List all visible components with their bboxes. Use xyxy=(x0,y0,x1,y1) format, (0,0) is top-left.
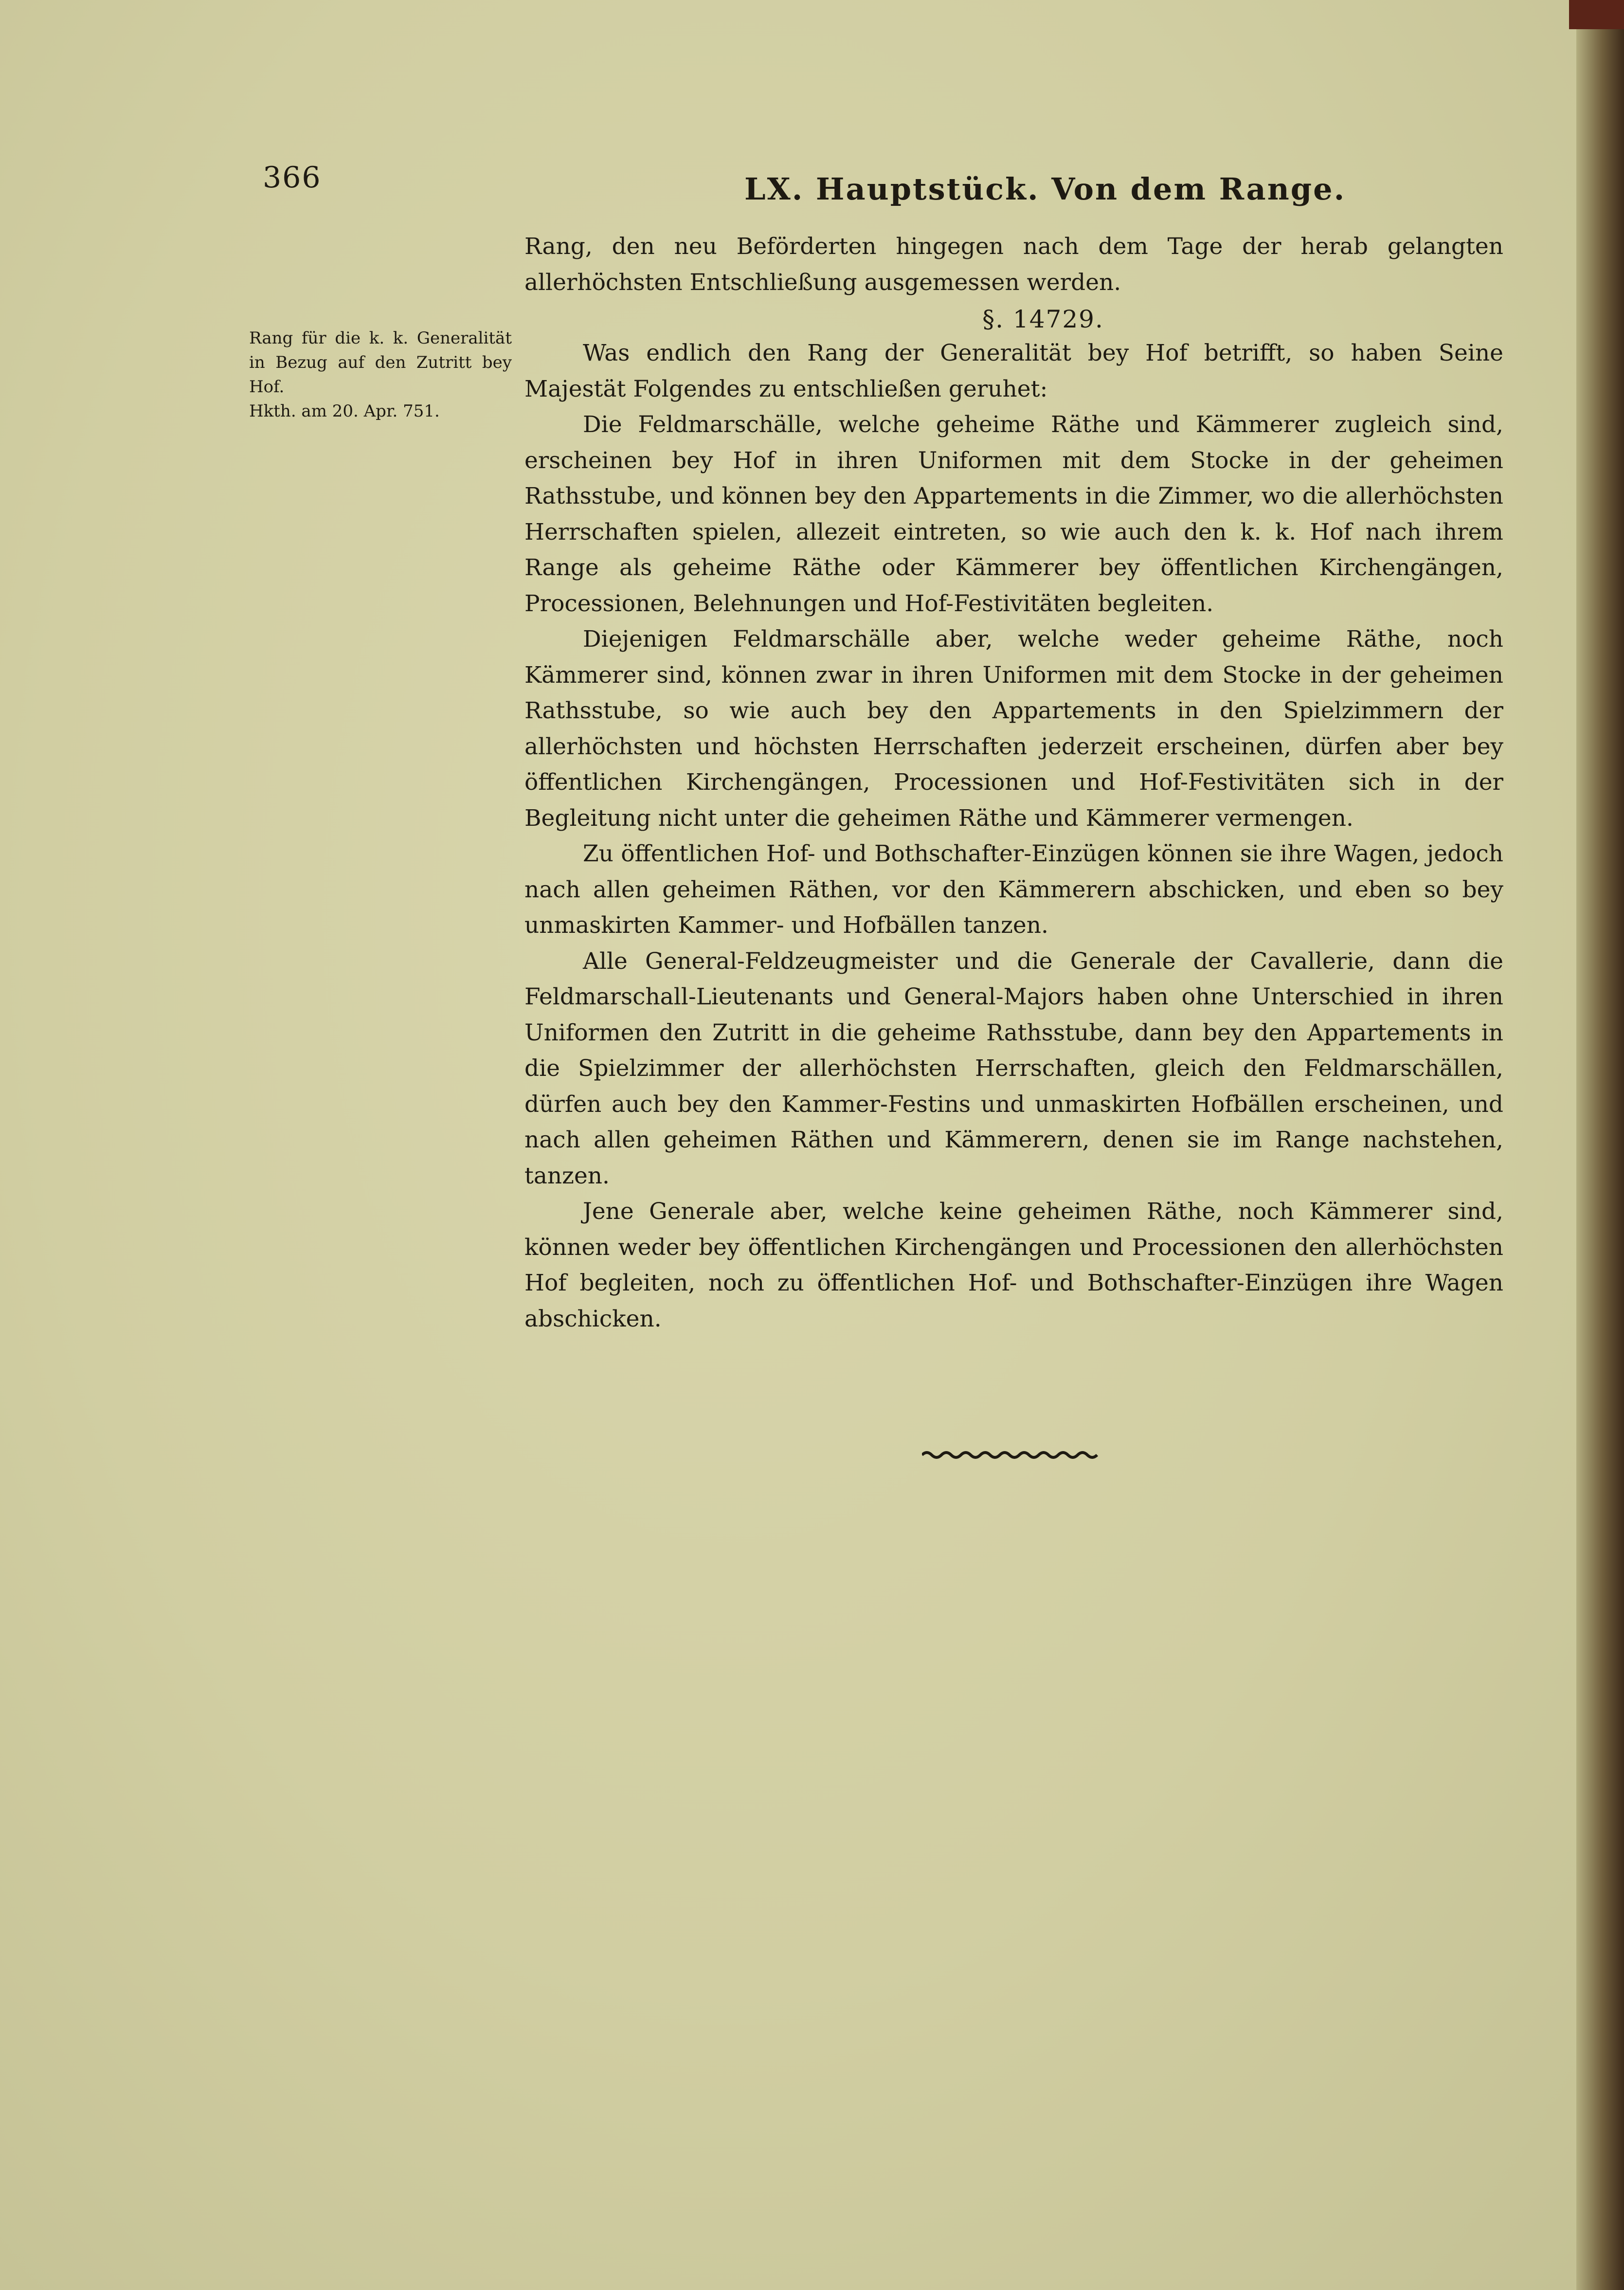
end-ornament-rule xyxy=(922,1448,1100,1462)
paragraph: Die Feldmarschälle, welche geheime Räthe und Kämmerer zugleich sind, erscheinen bey Hof in ihren Uniformen mit dem Stocke in der geheimen Rathsstube, und können bey den Appartements in die Zimmer, wo die allerhöchsten Herrschaften spielen, allezeit eintreten, so wie auch den k. k. Hof nach ihrem Range als geheime Räthe oder Kämmerer bey öffentlichen Kirchengängen, Processionen, Belehnungen und Hof-Festivitäten begleiten. xyxy=(524,411,1503,617)
binding-ribbon xyxy=(1569,0,1624,29)
paragraph: Zu öffentlichen Hof- und Bothschafter-Einzügen können sie ihre Wagen, jedoch nach allen geheimen Räthen, vor den Kämmerern abschicken, und eben so bey unmaskirten Kammer- und Hofbällen tanzen. xyxy=(524,840,1503,939)
paragraph: Diejenigen Feldmarschälle aber, welche weder geheime Räthe, noch Kämmerer sind, können zwar in ihren Uniformen mit dem Stocke in der geheimen Rathsstube, so wie auch bey den Appartements in den Spielzimmern der allerhöchsten und höchsten Herrschaften jederzeit erscheinen, dürfen aber bey öffentlichen Kirchengängen, Processionen und Hof-Festivitäten sich in der Begleitung nicht unter die geheimen Räthe und Kämmerer vermengen. xyxy=(524,626,1503,832)
margin-note xyxy=(249,326,512,423)
running-head: LX. Hauptstück. Von dem Range. xyxy=(744,171,1346,207)
paragraph: Jene Generale aber, welche keine geheimen Räthe, noch Kämmerer sind, können weder bey öffentlichen Kirchengängen und Processionen den allerhöchsten Hof begleiten, noch zu öffentlichen Hof- und Bothschafter-Einzügen ihre Wagen abschicken. xyxy=(524,1198,1503,1332)
main-text xyxy=(524,229,1503,1337)
page-number: 366 xyxy=(263,161,322,195)
margin-note-reference: Hkth. am 20. Apr. 751. xyxy=(249,401,440,421)
paragraph: Was endlich den Rang der Generalität bey Hof betrifft, so haben Seine Majestät Folgendes zu entschließen geruhet: xyxy=(524,340,1503,402)
book-binding-edge xyxy=(1576,0,1624,2290)
carryover-paragraph: Rang, den neu Beförderten hingegen nach dem Tage der herab gelangten allerhöchsten Entschließung ausgemessen werden. xyxy=(524,233,1503,296)
margin-note-title: Rang für die k. k. Generalität in Bezug auf den Zutritt bey Hof. xyxy=(249,328,512,397)
section-number: §. 14729. xyxy=(982,305,1104,333)
paragraph: Alle General-Feldzeugmeister und die Generale der Cavallerie, dann die Feldmarschall-Lieutenants und General-Majors haben ohne Unterschied in ihren Uniformen den Zutritt in die geheime Rathsstube, dann bey den Appartements in die Spielzimmer der allerhöchsten Herrschaften, gleich den Feldmarschällen, dürfen auch bey den Kammer-Festins und unmaskirten Hofbällen erscheinen, und nach allen geheimen Räthen und Kämmerern, denen sie im Range nachstehen, tanzen. xyxy=(524,947,1503,1189)
